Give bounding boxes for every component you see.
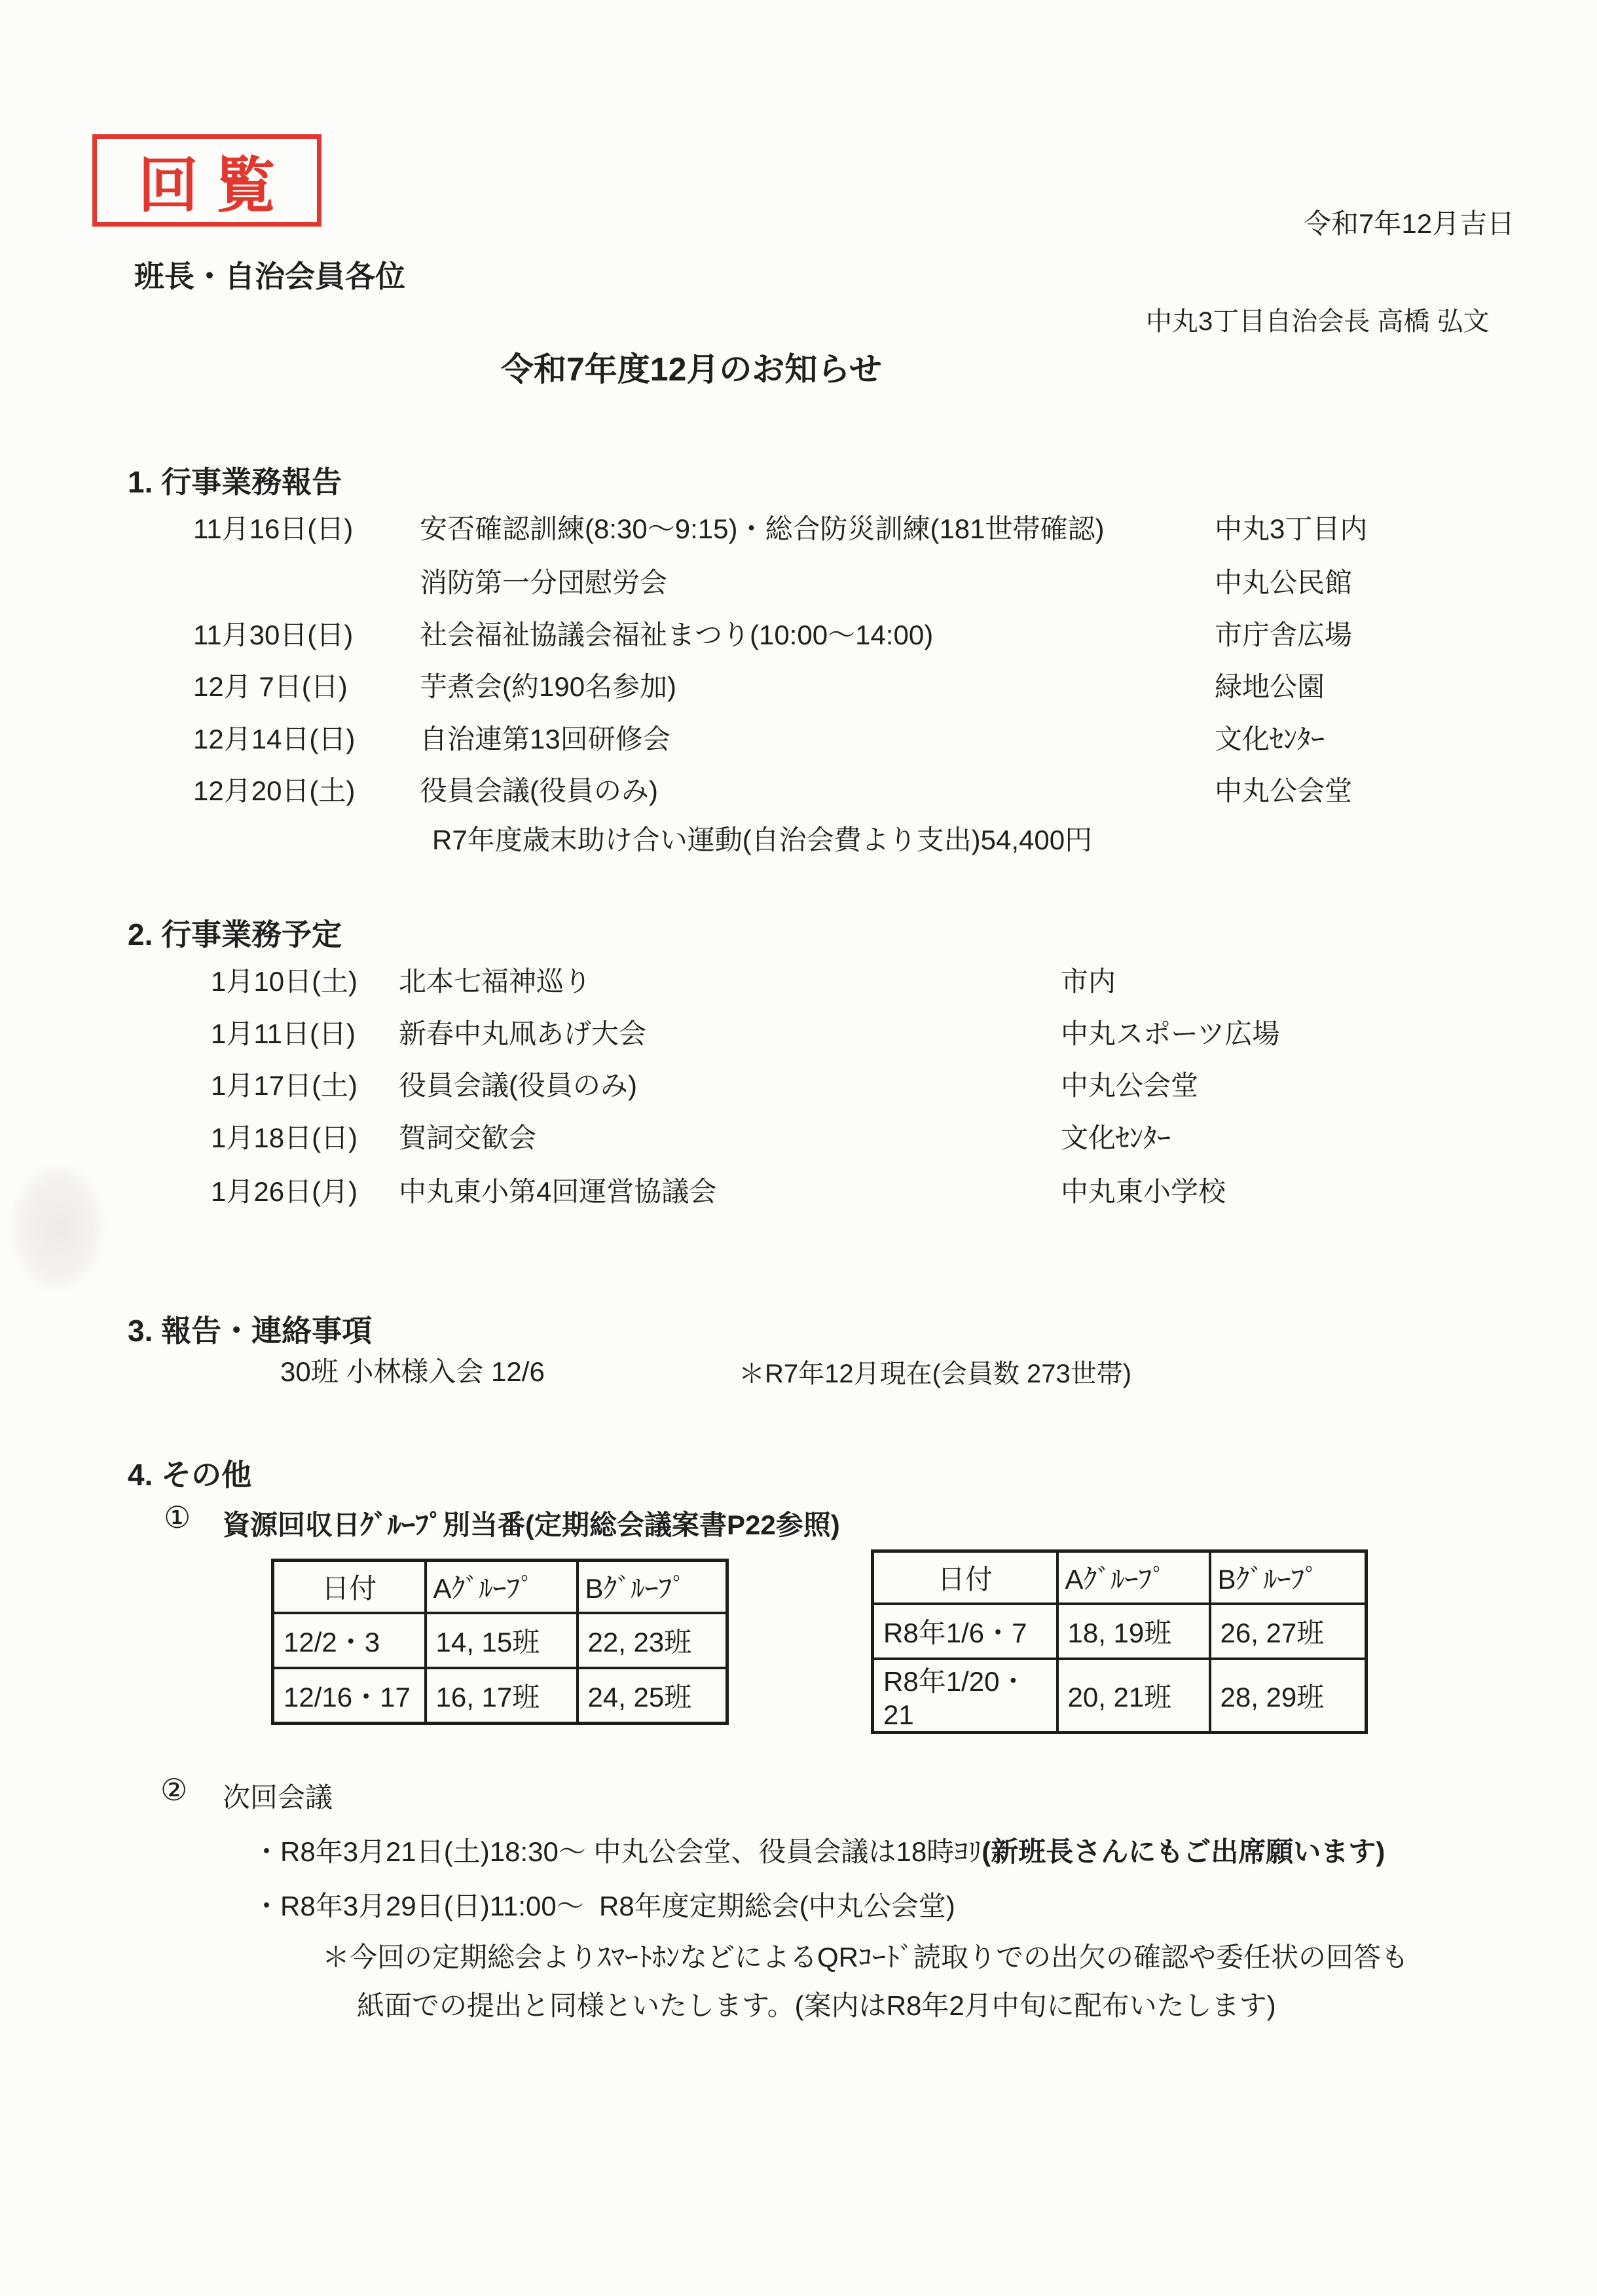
col-header-date: 日付 (273, 1561, 426, 1614)
cell-date: 12/16・17 (273, 1668, 426, 1724)
event-date: 11月16日(日) (193, 513, 354, 544)
next-meeting-bullet (0, 1885, 1597, 1927)
event-date: 12月 7日(日) (193, 671, 348, 702)
event-name: 賀詞交歓会 (399, 1122, 537, 1153)
table-row (873, 1659, 1367, 1733)
cell-group-b: 22, 23班 (578, 1613, 727, 1668)
col-header-group-b: Bｸﾞﾙｰﾌﾟ (1210, 1551, 1367, 1604)
event-place: 中丸東小学校 (1061, 1176, 1226, 1207)
sender: 中丸3丁目自治会長 高橋 弘文 (1146, 307, 1490, 336)
event-date: 1月11日(日) (211, 1018, 356, 1049)
meeting-line-text: R8年3月29日(日)11:00～ R8年度定期総会(中丸公会堂) (280, 1891, 955, 1921)
event-name: 役員会議(役員のみ) (399, 1070, 637, 1101)
event-row (0, 665, 1597, 707)
section1-heading: 1. 行事業務報告 (128, 465, 342, 499)
member-count-note: ＊R7年12月現在(会員数 273世帯) (739, 1360, 1132, 1388)
event-date: 1月18日(日) (211, 1122, 358, 1153)
col-header-group-b: Bｸﾞﾙｰﾌﾟ (578, 1561, 727, 1614)
table-row (273, 1613, 727, 1668)
event-place: 中丸公民館 (1215, 567, 1353, 598)
event-date: 11月30日(日) (193, 620, 354, 650)
next-meeting-bullet (0, 1830, 1597, 1872)
kairan-stamp (92, 134, 321, 227)
section2-heading: 2. 行事業務予定 (128, 917, 342, 952)
event-row (0, 769, 1597, 811)
event-date: 12月20日(土) (193, 775, 356, 806)
event-place: 緑地公園 (1215, 671, 1325, 702)
section4-heading: 4. その他 (128, 1458, 252, 1492)
cell-group-a: 20, 21班 (1057, 1659, 1210, 1733)
kairan-stamp-label: 回覧 (138, 152, 293, 219)
bullet-icon: ・ (253, 1891, 281, 1921)
table-header-row (273, 1561, 727, 1614)
event-row (0, 960, 1597, 1002)
cell-group-a: 16, 17班 (426, 1668, 578, 1724)
issue-date: 令和7年12月吉日 (1304, 208, 1515, 239)
event-name: 新春中丸凧あげ大会 (399, 1018, 647, 1049)
meeting-line-text: R8年3月21日(土)18:30～ 中丸公会堂、役員会議は18時ﾖﾘ (280, 1836, 982, 1867)
event-place: 市庁舎広場 (1215, 620, 1353, 650)
col-header-date: 日付 (873, 1551, 1057, 1604)
event-date: 1月10日(土) (211, 966, 358, 997)
event-place: 中丸公会堂 (1061, 1070, 1199, 1101)
event-name: 北本七福神巡り (399, 966, 592, 997)
recycle-table-january (871, 1549, 1368, 1734)
cell-group-a: 14, 15班 (426, 1613, 578, 1668)
event-place: 中丸スポーツ広場 (1061, 1018, 1280, 1049)
table-row (273, 1668, 727, 1724)
event-name: 自治連第13回研修会 (420, 724, 670, 754)
event-row (0, 1064, 1597, 1106)
event-place: 中丸公会堂 (1215, 775, 1353, 806)
item1-number: ① (164, 1500, 191, 1534)
event-place: 市内 (1061, 966, 1116, 997)
event-place: 文化ｾﾝﾀｰ (1061, 1122, 1171, 1153)
item2-number: ② (160, 1773, 188, 1807)
qr-footnote-line2: 紙面での提出と同様といたします。(案内はR8年2月中旬に配布いたします) (357, 1990, 1276, 2021)
event-row (0, 508, 1597, 549)
cell-group-a: 18, 19班 (1057, 1604, 1210, 1659)
event-name: 消防第一分団慰労会 (420, 567, 668, 598)
event-place: 文化ｾﾝﾀｰ (1215, 724, 1325, 754)
qr-footnote-line1: ＊今回の定期総会よりｽﾏｰﾄﾎﾝなどによるQRｺｰﾄﾞ読取りでの出欠の確認や委任状の回答も (322, 1942, 1409, 1972)
event-place: 中丸3丁目内 (1215, 513, 1368, 544)
event-row (0, 561, 1597, 603)
meeting-line (280, 1885, 955, 1924)
event-name: 芋煮会(約190名参加) (420, 671, 677, 702)
addressee: 班長・自治会員各位 (134, 259, 405, 293)
table-header-row (873, 1551, 1367, 1604)
cell-date: R8年1/6・7 (873, 1604, 1057, 1659)
cell-group-b: 26, 27班 (1210, 1604, 1367, 1659)
col-header-group-a: Aｸﾞﾙｰﾌﾟ (426, 1561, 578, 1614)
cell-group-b: 24, 25班 (578, 1668, 727, 1724)
event-date: 12月14日(日) (193, 724, 356, 754)
meeting-line (280, 1830, 1385, 1870)
event-name: 社会福祉協議会福祉まつり(10:00～14:00) (420, 620, 934, 650)
col-header-group-a: Aｸﾞﾙｰﾌﾟ (1057, 1551, 1210, 1604)
recycle-duty-title: 資源回収日ｸﾞﾙｰﾌﾟ別当番(定期総会議案書P22参照) (223, 1509, 840, 1540)
yearend-fund-note: R7年度歳末助け合い運動(自治会費より支出)54,400円 (432, 824, 1093, 855)
section3-heading: 3. 報告・連絡事項 (128, 1314, 373, 1348)
meeting-line-emphasis: (新班長さんにもご出席願います) (982, 1836, 1386, 1867)
event-row (0, 614, 1597, 656)
event-date: 1月17日(土) (211, 1070, 358, 1101)
event-row (0, 718, 1597, 760)
event-row (0, 1012, 1597, 1054)
event-name: 中丸東小第4回運営協議会 (399, 1176, 717, 1207)
membership-entry: 30班 小林様入会 12/6 (280, 1356, 545, 1387)
event-date: 1月26日(月) (211, 1176, 358, 1207)
event-row (0, 1117, 1597, 1158)
event-name: 安否確認訓練(8:30～9:15)・総合防災訓練(181世帯確認) (420, 513, 1105, 544)
event-row (0, 1170, 1597, 1212)
page-title: 令和7年度12月のお知らせ (501, 351, 882, 388)
next-meeting-title: 次回会議 (223, 1782, 333, 1813)
recycle-table-december (271, 1559, 729, 1725)
bullet-icon: ・ (253, 1836, 281, 1867)
event-name: 役員会議(役員のみ) (420, 775, 658, 806)
cell-group-b: 28, 29班 (1210, 1659, 1367, 1733)
cell-date: R8年1/20・21 (873, 1659, 1057, 1733)
cell-date: 12/2・3 (273, 1613, 426, 1668)
table-row (873, 1604, 1367, 1659)
